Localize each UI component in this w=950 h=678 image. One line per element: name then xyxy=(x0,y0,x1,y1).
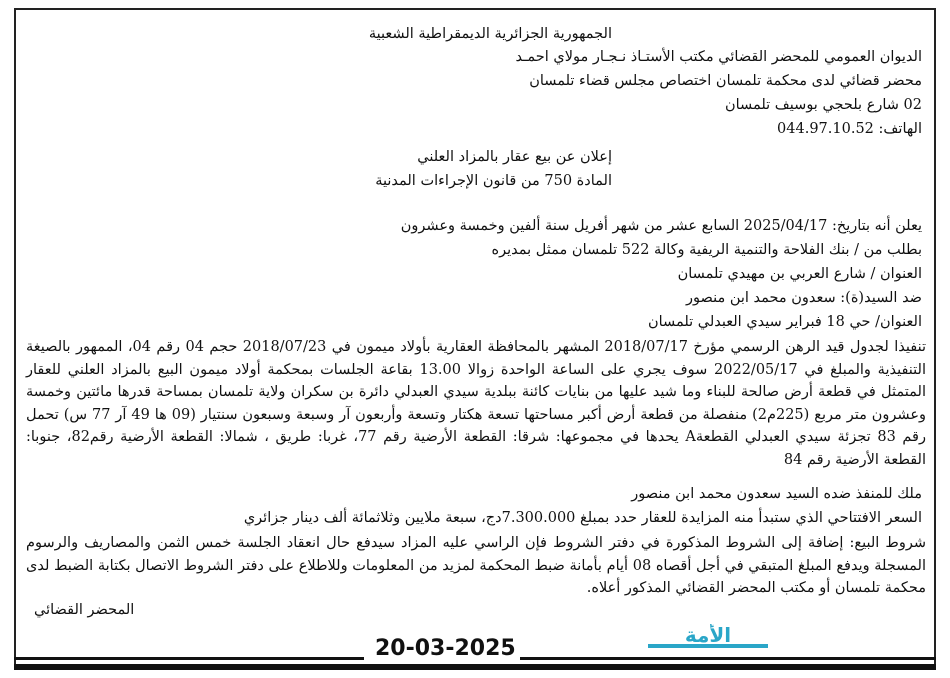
property-description-paragraph: تنفيذا لجدول قيد الرهن الرسمي مؤرخ 2018/07/17 المشهر بالمحافظة العقارية بأولاد ميمون في 2018/07/23 حجم 04 رقم 04، الممهور بالصيغة التنفيذية والمبلغ في 2022/05/17 سوف يجري على الساعة الواحدة زوالا 13.00 بقاعة الجلسات بمحكمة أولاد ميمون البيع بالمزاد العلني للعقار المتمثل في قطعة أرض صالحة للبناء وما شيد عليها من بنايات كائنة ببلدية سيدي العبدلي دائرة بن سكران ولاية تلمسان بمساحة قدرها مائتين وخمسة وعشرون متر مربع (225م2) منفصلة من قطعة أرض أكبر مساحتها تسعة هكتار وتسعة وأربعون آر وسبعة وسبعون سنتيار (09 ها 49 آر 77 س) تحمل رقم 83 تجزئة سيدي العبدلي القطعةA يحدها في مجموعها: شرقا: القطعة الأرضية رقم 77، غربا: طريق ، شمالا: القطعة الأرضية رقم82، جنوبا: القطعة الأرضية رقم 84 xyxy=(26,339,927,468)
sale-terms-paragraph: شروط البيع: إضافة إلى الشروط المذكورة في دفتر الشروط فإن الراسي عليه المزاد سيدفع حال انعقاد الجلسة خمس الثمن والمصاريف والرسوم المسجلة ويدفع المبلغ المتبقي في أجل أقصاه 08 أيام بأمانة ضبط المحكمة لمزيد من المعلومات وللاطلاع على دفتر الشروط الاتصال بكتابة الضبط لدى محكمة تلمسان أو مكتب المحضر القضائي المذكور أعلاه. xyxy=(26,535,926,596)
opening-price-line: السعر الافتتاحي الذي ستبدأ منه المزايدة للعقار حدد بمبلغ 7.300.000دج، سبعة ملايين وثلاثمائة ألف دينار جزائري xyxy=(243,510,922,526)
newspaper-logo xyxy=(648,624,768,658)
notice-article: المادة 750 من قانون الإجراءات المدنية xyxy=(375,173,612,189)
phone-line xyxy=(777,119,922,139)
bottom-rule xyxy=(14,664,936,670)
court-line: محضر قضائي لدى محكمة تلمسان اختصاص مجلس قضاء تلمسان xyxy=(529,73,922,89)
logo-text: الأمة xyxy=(684,624,732,647)
body-line-defendant: ضد السيد(ة): سعدون محمد ابن منصور xyxy=(686,290,922,306)
body-line-requester: بطلب من / بنك الفلاحة والتنمية الريفية وكالة 522 تلمسان ممثل بمديره xyxy=(491,242,922,258)
body-line-defendant-address: العنوان/ حي 18 فبراير سيدي العبدلي تلمسان xyxy=(647,314,922,330)
phone-label: الهاتف: xyxy=(873,121,922,137)
phone-number: 044.97.10.52 xyxy=(777,121,874,137)
notice-title: إعلان عن بيع عقار بالمزاد العلني xyxy=(417,149,612,165)
bailiff-signature: المحضر القضائي xyxy=(34,602,135,618)
body-line-requester-address: العنوان / شارع العربي بن مهيدي تلمسان xyxy=(677,266,922,282)
republic-heading: الجمهورية الجزائرية الديمقراطية الشعبية xyxy=(368,26,612,42)
owner-line: ملك للمنفذ ضده السيد سعدون محمد ابن منصور xyxy=(631,486,922,502)
publication-date: 20-03-2025 xyxy=(375,636,516,661)
office-name: الديوان العمومي للمحضر القضائي مكتب الأستـاذ نـجـار مولاي احمـد xyxy=(515,49,922,65)
left-rule xyxy=(14,657,364,660)
body-line-date: يعلن أنه بتاريخ: 2025/04/17 السابع عشر من شهر أفريل سنة ألفين وخمسة وعشرون xyxy=(400,218,922,234)
office-address: 02 شارع بلحجي بوسيف تلمسان xyxy=(724,97,922,113)
